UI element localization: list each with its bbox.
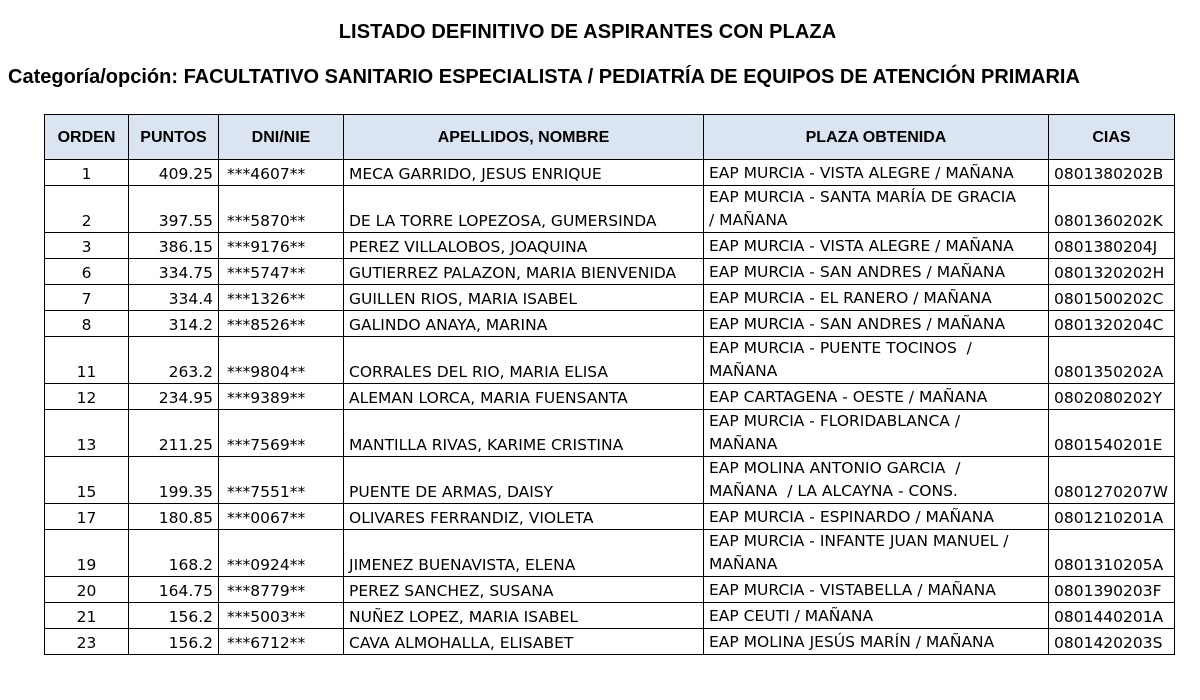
cell-dni: ***5870** [219, 186, 344, 233]
cell-cias: 0801350202A [1049, 337, 1175, 384]
cell-plaza: EAP MURCIA - ESPINARDO / MAÑANA [704, 504, 1049, 530]
table-row [45, 160, 1175, 186]
cell-plaza: EAP MURCIA - SANTA MARÍA DE GRACIA / MAÑANA [704, 186, 1049, 233]
cell-cias: 0801540201E [1049, 410, 1175, 457]
cell-dni: ***6712** [219, 629, 344, 655]
cell-nombre: JIMENEZ BUENAVISTA, ELENA [344, 530, 704, 577]
cell-dni: ***8779** [219, 577, 344, 603]
header-plaza: PLAZA OBTENIDA [704, 115, 1049, 160]
table-row [45, 259, 1175, 285]
cell-plaza: EAP CARTAGENA - OESTE / MAÑANA [704, 384, 1049, 410]
cell-plaza: EAP MURCIA - FLORIDABLANCA / MAÑANA [704, 410, 1049, 457]
cell-dni: ***0067** [219, 504, 344, 530]
cell-nombre: NUÑEZ LOPEZ, MARIA ISABEL [344, 603, 704, 629]
cell-dni: ***5747** [219, 259, 344, 285]
cell-puntos: 234.95 [129, 384, 219, 410]
cell-orden: 1 [45, 160, 129, 186]
cell-cias: 0801380202B [1049, 160, 1175, 186]
cell-puntos: 397.55 [129, 186, 219, 233]
cell-orden: 2 [45, 186, 129, 233]
cell-puntos: 199.35 [129, 457, 219, 504]
cell-orden: 11 [45, 337, 129, 384]
cell-dni: ***0924** [219, 530, 344, 577]
cell-cias: 0801310205A [1049, 530, 1175, 577]
cell-orden: 19 [45, 530, 129, 577]
cell-cias: 0801380204J [1049, 233, 1175, 259]
cell-dni: ***9176** [219, 233, 344, 259]
table-row [45, 337, 1175, 384]
cell-nombre: GALINDO ANAYA, MARINA [344, 311, 704, 337]
cell-cias: 0801390203F [1049, 577, 1175, 603]
document-title: LISTADO DEFINITIVO DE ASPIRANTES CON PLAZA [338, 21, 837, 43]
cell-puntos: 386.15 [129, 233, 219, 259]
cell-nombre: CORRALES DEL RIO, MARIA ELISA [344, 337, 704, 384]
cell-orden: 23 [45, 629, 129, 655]
cell-cias: 0801320204C [1049, 311, 1175, 337]
cell-plaza: EAP MURCIA - VISTABELLA / MAÑANA [704, 577, 1049, 603]
cell-cias: 0801360202K [1049, 186, 1175, 233]
cell-puntos: 211.25 [129, 410, 219, 457]
cell-nombre: OLIVARES FERRANDIZ, VIOLETA [344, 504, 704, 530]
table-body [45, 160, 1175, 655]
cell-nombre: PUENTE DE ARMAS, DAISY [344, 457, 704, 504]
cell-orden: 21 [45, 603, 129, 629]
cell-dni: ***1326** [219, 285, 344, 311]
cell-orden: 17 [45, 504, 129, 530]
cell-dni: ***9804** [219, 337, 344, 384]
cell-plaza: EAP MOLINA ANTONIO GARCIA / MAÑANA / LA ALCAYNA - CONS. [704, 457, 1049, 504]
cell-plaza: EAP MURCIA - VISTA ALEGRE / MAÑANA [704, 160, 1049, 186]
cell-plaza: EAP MURCIA - SAN ANDRES / MAÑANA [704, 259, 1049, 285]
cell-nombre: DE LA TORRE LOPEZOSA, GUMERSINDA [344, 186, 704, 233]
cell-puntos: 180.85 [129, 504, 219, 530]
cell-plaza: EAP MURCIA - SAN ANDRES / MAÑANA [704, 311, 1049, 337]
cell-puntos: 263.2 [129, 337, 219, 384]
cell-dni: ***8526** [219, 311, 344, 337]
cell-orden: 7 [45, 285, 129, 311]
cell-puntos: 334.75 [129, 259, 219, 285]
cell-plaza: EAP MOLINA JESÚS MARÍN / MAÑANA [704, 629, 1049, 655]
cell-cias: 0801270207W [1049, 457, 1175, 504]
table-row [45, 384, 1175, 410]
cell-orden: 6 [45, 259, 129, 285]
cell-plaza: EAP MURCIA - EL RANERO / MAÑANA [704, 285, 1049, 311]
cell-nombre: MECA GARRIDO, JESUS ENRIQUE [344, 160, 704, 186]
table-row [45, 285, 1175, 311]
cell-dni: ***5003** [219, 603, 344, 629]
cell-orden: 20 [45, 577, 129, 603]
cell-nombre: GUILLEN RIOS, MARIA ISABEL [344, 285, 704, 311]
cell-orden: 13 [45, 410, 129, 457]
table-row [45, 186, 1175, 233]
cell-plaza: EAP MURCIA - VISTA ALEGRE / MAÑANA [704, 233, 1049, 259]
cell-nombre: CAVA ALMOHALLA, ELISABET [344, 629, 704, 655]
cell-orden: 12 [45, 384, 129, 410]
header-cias: CIAS [1049, 115, 1175, 160]
cell-nombre: MANTILLA RIVAS, KARIME CRISTINA [344, 410, 704, 457]
cell-nombre: PEREZ VILLALOBOS, JOAQUINA [344, 233, 704, 259]
cell-puntos: 156.2 [129, 603, 219, 629]
table-row [45, 233, 1175, 259]
cell-dni: ***7551** [219, 457, 344, 504]
cell-dni: ***9389** [219, 384, 344, 410]
cell-puntos: 334.4 [129, 285, 219, 311]
table-row [45, 410, 1175, 457]
cell-nombre: PEREZ SANCHEZ, SUSANA [344, 577, 704, 603]
cell-puntos: 156.2 [129, 629, 219, 655]
header-nombre: APELLIDOS, NOMBRE [344, 115, 704, 160]
cell-puntos: 409.25 [129, 160, 219, 186]
cell-puntos: 164.75 [129, 577, 219, 603]
table-row [45, 629, 1175, 655]
cell-plaza: EAP MURCIA - INFANTE JUAN MANUEL / MAÑANA [704, 530, 1049, 577]
cell-cias: 0801420203S [1049, 629, 1175, 655]
cell-cias: 0801320202H [1049, 259, 1175, 285]
category-heading: Categoría/opción: FACULTATIVO SANITARIO ESPECIALISTA / PEDIATRÍA DE EQUIPOS DE ATENCIÓN PRIMARIA [8, 66, 1080, 88]
cell-orden: 15 [45, 457, 129, 504]
table-header-row [45, 115, 1175, 160]
table-row [45, 311, 1175, 337]
table-row [45, 504, 1175, 530]
cell-puntos: 168.2 [129, 530, 219, 577]
table-row [45, 457, 1175, 504]
cell-cias: 0801440201A [1049, 603, 1175, 629]
header-orden: ORDEN [45, 115, 129, 160]
cell-plaza: EAP CEUTI / MAÑANA [704, 603, 1049, 629]
cell-cias: 0801210201A [1049, 504, 1175, 530]
header-dni: DNI/NIE [219, 115, 344, 160]
cell-dni: ***4607** [219, 160, 344, 186]
cell-orden: 3 [45, 233, 129, 259]
header-puntos: PUNTOS [129, 115, 219, 160]
cell-cias: 0802080202Y [1049, 384, 1175, 410]
cell-plaza: EAP MURCIA - PUENTE TOCINOS / MAÑANA [704, 337, 1049, 384]
table-row [45, 577, 1175, 603]
cell-dni: ***7569** [219, 410, 344, 457]
cell-nombre: GUTIERREZ PALAZON, MARIA BIENVENIDA [344, 259, 704, 285]
cell-nombre: ALEMAN LORCA, MARIA FUENSANTA [344, 384, 704, 410]
cell-cias: 0801500202C [1049, 285, 1175, 311]
table-row [45, 530, 1175, 577]
aspirants-table [44, 114, 1175, 655]
cell-puntos: 314.2 [129, 311, 219, 337]
cell-orden: 8 [45, 311, 129, 337]
table-row [45, 603, 1175, 629]
